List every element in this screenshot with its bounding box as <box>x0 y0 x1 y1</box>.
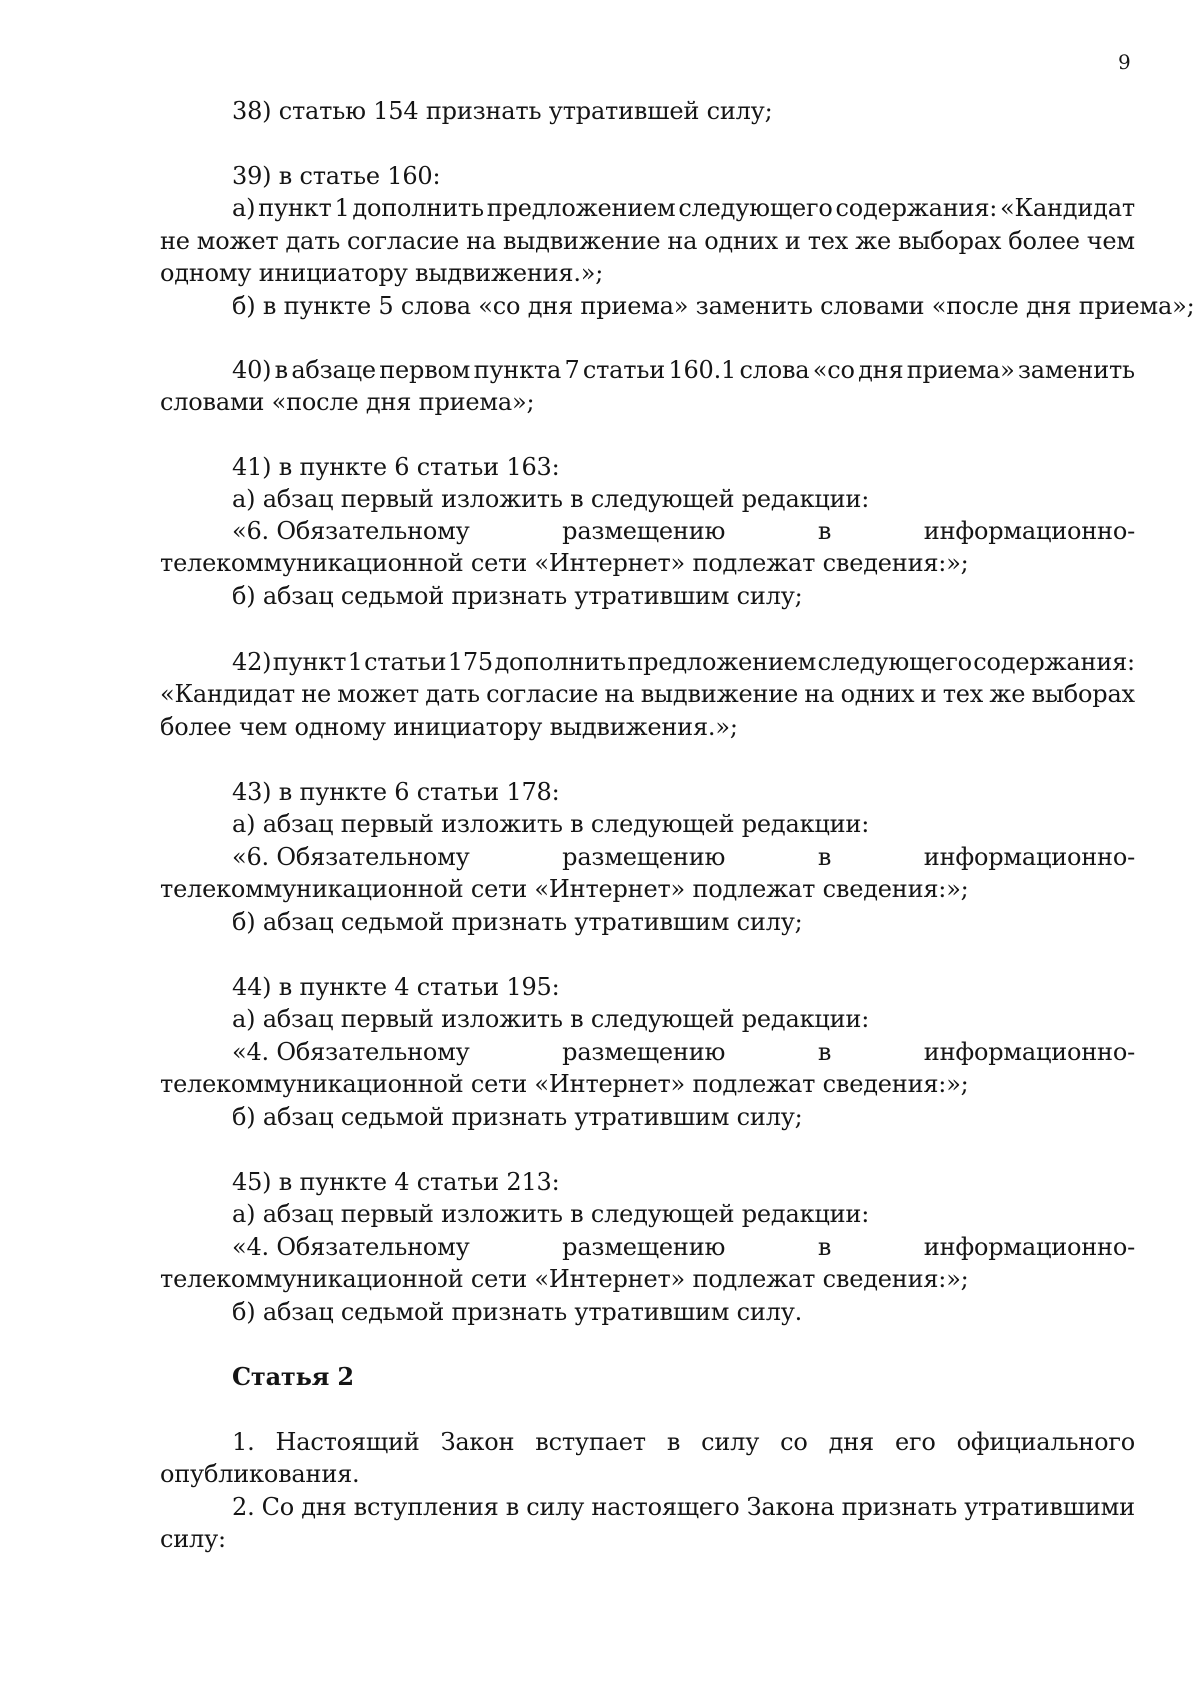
item-41b: б) абзац седьмой признать утратившим силу; <box>232 582 803 610</box>
word: выдвижение <box>640 680 799 708</box>
article-2-para1-line2: опубликования. <box>160 1460 360 1488</box>
word: информационно- <box>923 1038 1135 1066</box>
word: информационно- <box>923 1233 1135 1261</box>
word: согласие <box>486 680 599 708</box>
word: «Кандидат <box>1000 194 1135 222</box>
word: выборах <box>1031 680 1135 708</box>
word: силу <box>701 1428 760 1456</box>
article-2-heading: Статья 2 <box>232 1362 354 1391</box>
word: в <box>817 843 832 871</box>
word: в <box>817 1233 832 1261</box>
word: на <box>466 227 496 255</box>
item-45-quote-line1 <box>232 1231 1135 1263</box>
word: 160.1 <box>668 356 737 384</box>
word: одних <box>840 680 915 708</box>
word: «6. Обязательному <box>232 843 470 871</box>
word: вступает <box>535 1428 646 1456</box>
word: содержания: <box>835 194 998 222</box>
item-42-line2 <box>160 678 1135 710</box>
word: следующего <box>817 648 972 676</box>
word: тех <box>942 680 984 708</box>
word: чем <box>1086 227 1135 255</box>
word: пункт <box>258 194 332 222</box>
word: тех <box>807 227 849 255</box>
item-44-quote-line2: телекоммуникационной сети «Интернет» подлежат сведения:»; <box>160 1070 969 1098</box>
item-44b: б) абзац седьмой признать утратившим силу; <box>232 1103 803 1131</box>
item-39a-line3: одному инициатору выдвижения.»; <box>160 259 604 287</box>
word: выдвижение <box>502 227 661 255</box>
word: не <box>160 227 190 255</box>
word: абзаце <box>291 356 376 384</box>
item-44: 44) в пункте 4 статьи 195: <box>232 973 560 1001</box>
item-44-quote-line1 <box>232 1036 1135 1068</box>
item-44a: а) абзац первый изложить в следующей редакции: <box>232 1005 870 1033</box>
word: силу <box>526 1493 585 1521</box>
item-42-line3: более чем одному инициатору выдвижения.»; <box>160 713 738 741</box>
word: размещению <box>562 843 726 871</box>
word: дополнить <box>352 194 484 222</box>
item-45b: б) абзац седьмой признать утратившим силу. <box>232 1298 803 1326</box>
item-42-line1 <box>232 646 1135 678</box>
word: приема» <box>906 356 1015 384</box>
word: вступления <box>353 1493 499 1521</box>
word: информационно- <box>923 843 1135 871</box>
word: «Кандидат <box>160 680 295 708</box>
word: дать <box>425 680 480 708</box>
word: дать <box>285 227 341 255</box>
word: следующего <box>678 194 833 222</box>
word: в <box>817 1038 832 1066</box>
word: 42) <box>232 648 272 676</box>
word: а) <box>232 194 256 222</box>
word: и <box>784 227 801 255</box>
word: предложением <box>627 648 817 676</box>
word: же <box>989 680 1026 708</box>
word: 175 <box>447 648 493 676</box>
word: Закона <box>746 1493 835 1521</box>
article-2-para2-line2: силу: <box>160 1525 226 1553</box>
word: размещению <box>562 517 726 545</box>
item-43: 43) в пункте 6 статьи 178: <box>232 778 560 806</box>
word: на <box>804 680 835 708</box>
word: информационно- <box>923 517 1135 545</box>
word: «4. Обязательному <box>232 1233 470 1261</box>
word: на <box>667 227 698 255</box>
item-41-quote-line2: телекоммуникационной сети «Интернет» подлежат сведения:»; <box>160 549 969 577</box>
item-41a: а) абзац первый изложить в следующей редакции: <box>232 485 870 513</box>
word: предложением <box>486 194 676 222</box>
word: дня <box>858 356 904 384</box>
word: «4. Обязательному <box>232 1038 470 1066</box>
word: в <box>666 1428 681 1456</box>
word: может <box>337 680 419 708</box>
item-45: 45) в пункте 4 статьи 213: <box>232 1168 560 1196</box>
item-39a-line2 <box>160 225 1135 257</box>
word: утратившими <box>964 1493 1135 1521</box>
item-43a: а) абзац первый изложить в следующей редакции: <box>232 810 870 838</box>
item-41-quote-line1 <box>232 515 1135 547</box>
item-45a: а) абзац первый изложить в следующей редакции: <box>232 1200 870 1228</box>
word: официального <box>956 1428 1135 1456</box>
item-40-line1 <box>232 354 1135 386</box>
word: и <box>920 680 937 708</box>
item-39b: б) в пункте 5 слова «со дня приема» заменить словами «после дня приема»; <box>232 292 1195 320</box>
word: со <box>780 1428 808 1456</box>
word: «со <box>812 356 855 384</box>
word: статьи <box>364 648 447 676</box>
word: 7 <box>564 356 580 384</box>
word: дня <box>301 1493 347 1521</box>
word: размещению <box>562 1233 726 1261</box>
item-39: 39) в статье 160: <box>232 162 441 190</box>
word: согласие <box>347 227 460 255</box>
word: дополнить <box>494 648 626 676</box>
word: содержания: <box>973 648 1135 676</box>
word: более <box>1008 227 1080 255</box>
item-43-quote-line2: телекоммуникационной сети «Интернет» подлежат сведения:»; <box>160 875 969 903</box>
word: заменить <box>1017 356 1135 384</box>
word: одних <box>704 227 778 255</box>
word: 2. <box>232 1493 255 1521</box>
word: в <box>817 517 832 545</box>
word: 1 <box>347 648 363 676</box>
word: в <box>505 1493 520 1521</box>
word: пункт <box>272 648 347 676</box>
word: пункта <box>473 356 562 384</box>
article-2-para1-line1 <box>232 1426 1135 1458</box>
word: слова <box>739 356 810 384</box>
item-43-quote-line1 <box>232 841 1135 873</box>
word: 1. <box>232 1428 255 1456</box>
item-41: 41) в пункте 6 статьи 163: <box>232 453 560 481</box>
word: размещению <box>562 1038 726 1066</box>
item-40-line2: словами «после дня приема»; <box>160 388 535 416</box>
word: 1 <box>334 194 350 222</box>
page-number: 9 <box>1118 50 1131 74</box>
item-43b: б) абзац седьмой признать утратившим силу; <box>232 908 803 936</box>
word: Со <box>261 1493 295 1521</box>
item-45-quote-line2: телекоммуникационной сети «Интернет» подлежат сведения:»; <box>160 1265 969 1293</box>
word: 40) <box>232 356 272 384</box>
word: же <box>855 227 891 255</box>
word: не <box>301 680 331 708</box>
word: на <box>604 680 635 708</box>
word: «6. Обязательному <box>232 517 470 545</box>
word: его <box>894 1428 936 1456</box>
word: дня <box>828 1428 874 1456</box>
word: первом <box>379 356 471 384</box>
article-2-para2-line1 <box>232 1491 1135 1523</box>
item-38: 38) статью 154 признать утратившей силу; <box>232 97 773 125</box>
word: в <box>274 356 288 384</box>
word: Закон <box>440 1428 515 1456</box>
word: признать <box>841 1493 958 1521</box>
word: настоящего <box>591 1493 740 1521</box>
word: статьи <box>582 356 666 384</box>
word: выборах <box>897 227 1002 255</box>
item-39a-line1 <box>232 192 1135 224</box>
word: Настоящий <box>275 1428 420 1456</box>
word: может <box>196 227 279 255</box>
